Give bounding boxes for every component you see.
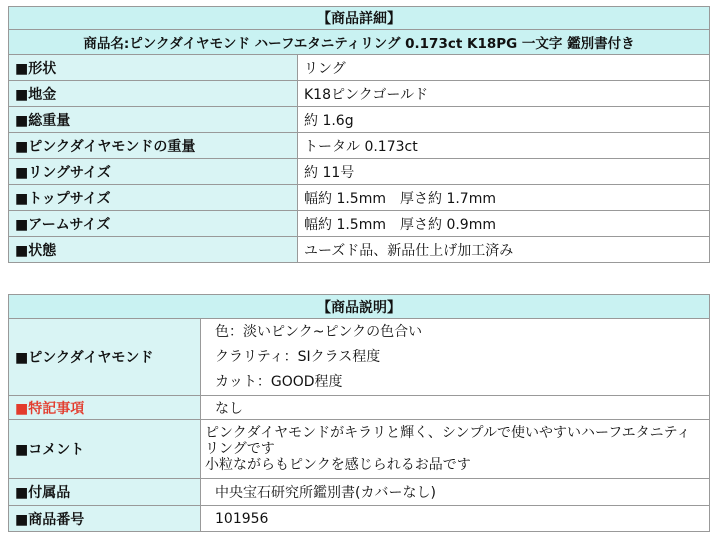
metal-value: K18ピンクゴールド <box>298 81 710 107</box>
shape-label: ■形状 <box>9 55 298 81</box>
shape-value: リング <box>298 55 710 81</box>
accessories-row <box>9 479 710 506</box>
item-number-label: ■商品番号 <box>9 506 201 532</box>
description-header-row <box>9 295 710 319</box>
arm-size-row <box>9 211 710 237</box>
comment-row <box>9 420 710 479</box>
comment-label: ■コメント <box>9 420 201 479</box>
top-size-row <box>9 185 710 211</box>
item-number-value: 101956 <box>201 506 710 532</box>
notes-row <box>9 396 710 420</box>
diamond-weight-row <box>9 133 710 159</box>
condition-label: ■状態 <box>9 237 298 263</box>
comment-text <box>201 420 710 479</box>
comment-line-2: リングです <box>205 441 275 457</box>
shape-row <box>9 55 710 81</box>
arm-size-label: ■アームサイズ <box>9 211 298 237</box>
diamond-cut-line: カット：GOOD程度 <box>215 373 343 390</box>
condition-value: ユーズド品、新品仕上げ加工済み <box>298 237 710 263</box>
top-size-value: 幅約 1.5mm 厚さ約 1.7mm <box>298 185 710 211</box>
item-number-row <box>9 506 710 532</box>
diamond-label: ■ピンクダイヤモンド <box>9 319 201 396</box>
diamond-details <box>201 319 710 396</box>
weight-value: 約 1.6g <box>298 107 710 133</box>
notes-label: ■特記事項 <box>9 396 201 420</box>
top-size-label: ■トップサイズ <box>9 185 298 211</box>
product-name: 商品名:ピンクダイヤモンド ハーフエタニティリング 0.173ct K18PG 一文字 鑑別書付き <box>9 30 710 55</box>
notes-value: なし <box>201 396 710 420</box>
details-header: 【商品詳細】 <box>9 7 710 30</box>
comment-line-1: ピンクダイヤモンドがキラリと輝く、シンプルで使いやすいハーフエタニティ <box>205 425 691 441</box>
accessories-value: 中央宝石研究所鑑別書(カバーなし) <box>201 479 710 506</box>
diamond-clarity-line: クラリティ：SIクラス程度 <box>215 348 381 365</box>
details-header-row <box>9 7 710 30</box>
comment-line-3: 小粒ながらもピンクを感じられるお品です <box>205 457 471 473</box>
arm-size-value: 幅約 1.5mm 厚さ約 0.9mm <box>298 211 710 237</box>
diamond-weight-value: トータル 0.173ct <box>298 133 710 159</box>
metal-label: ■地金 <box>9 81 298 107</box>
product-details-table <box>8 6 710 263</box>
ring-size-label: ■リングサイズ <box>9 159 298 185</box>
weight-row <box>9 107 710 133</box>
product-description-table <box>8 294 710 532</box>
metal-row <box>9 81 710 107</box>
diamond-row <box>9 319 710 396</box>
condition-row <box>9 237 710 263</box>
product-name-row <box>9 30 710 55</box>
ring-size-row <box>9 159 710 185</box>
diamond-color-line: 色：淡いピンク~ピンクの色合い <box>215 323 423 340</box>
description-header: 【商品説明】 <box>9 295 710 319</box>
diamond-weight-label: ■ピンクダイヤモンドの重量 <box>9 133 298 159</box>
accessories-label: ■付属品 <box>9 479 201 506</box>
weight-label: ■総重量 <box>9 107 298 133</box>
ring-size-value: 約 11号 <box>298 159 710 185</box>
